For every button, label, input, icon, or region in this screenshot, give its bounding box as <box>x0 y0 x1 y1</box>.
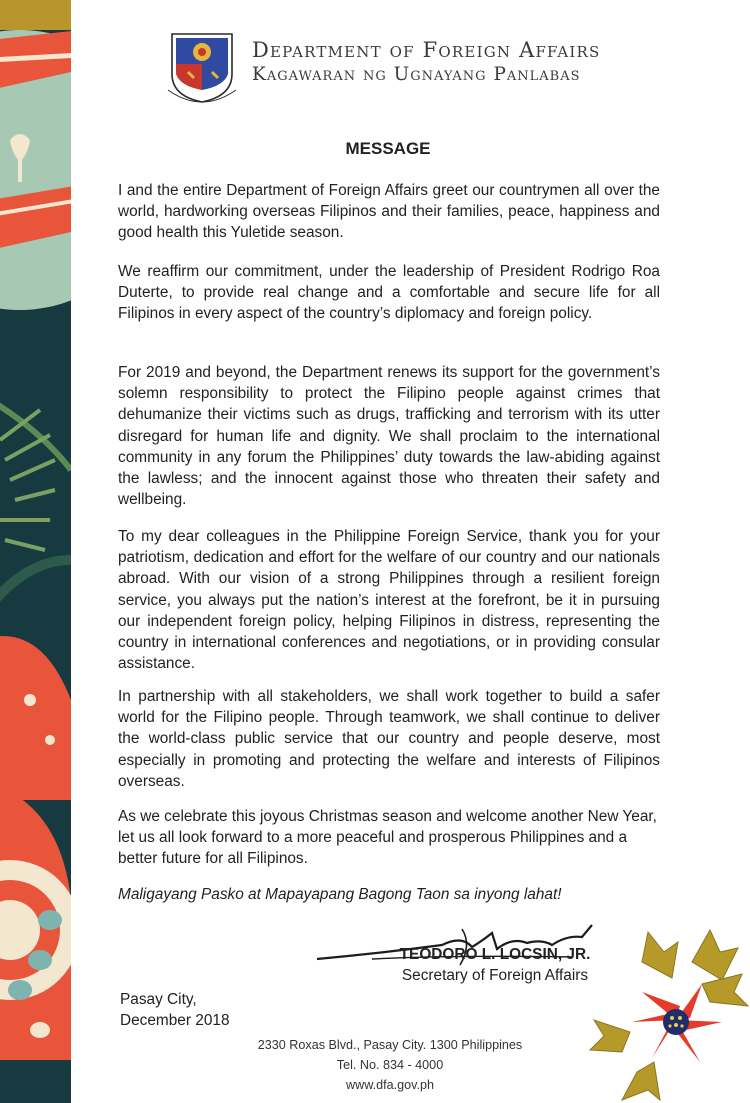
message-paragraph: We reaffirm our commitment, under the leadership of President Rodrigo Roa Duterte, to provide real change and a comfortable and secure life for all Filipinos in every aspect of the country’s diplomacy and foreign policy. <box>118 263 660 323</box>
place-city: Pasay City, <box>120 991 197 1008</box>
footer <box>200 1035 580 1095</box>
handwritten-signature <box>312 915 612 975</box>
message-paragraph: I and the entire Department of Foreign Affairs greet our countrymen all over the world, hardworking overseas Filipinos and their families, peace, happiness and good health this Yuletide season. <box>118 182 660 242</box>
department-subtitle: Kagawaran ng Ugnayang Panlabas <box>252 64 581 85</box>
ornament-cap <box>0 0 71 30</box>
poinsettia-decoration <box>582 922 750 1103</box>
signatory-title: Secretary of Foreign Affairs <box>401 967 589 984</box>
letter-date: December 2018 <box>120 1012 230 1029</box>
dfa-seal-logo <box>166 30 238 106</box>
footer-phone: Tel. No. 834 - 4000 <box>336 1058 444 1072</box>
signatory-name: TEODORO L. LOCSIN, JR. <box>399 946 591 963</box>
closing-greeting: Maligayang Pasko at Mapayapang Bagong Taon sa inyong lahat! <box>118 886 562 903</box>
message-heading: MESSAGE <box>345 139 431 158</box>
place-and-date <box>120 989 230 1031</box>
message-paragraph: As we celebrate this joyous Christmas season and welcome another New Year, let us all look forward to a more peaceful and prosperous Philippines and a better future for all Filipinos. <box>118 808 657 868</box>
message-paragraph: To my dear colleagues in the Philippine Foreign Service, thank you for your patriotism, dedication and effort for the welfare of our country and our nationals abroad. With our vision of a strong Philippines through a resilient foreign service, you always put the nation’s interest at the forefront, be it in pursuing our independent foreign policy, helping Filipinos in distress, representing the country in international conferences and negotiations, or in providing consular assistance. <box>118 528 660 673</box>
message-paragraph: In partnership with all stakeholders, we shall work together to build a safer world for the Filipino people. Through teamwork, we shall continue to deliver the world-class public service that our country and people deserve, most especially in promoting and protecting the welfare and interests of Filipinos overseas. <box>118 688 660 790</box>
footer-website: www.dfa.gov.ph <box>346 1078 434 1092</box>
footer-address: 2330 Roxas Blvd., Pasay City. 1300 Philippines <box>257 1038 523 1052</box>
decorative-border <box>0 0 71 1103</box>
department-title: Department of Foreign Affairs <box>252 38 601 62</box>
message-paragraph: For 2019 and beyond, the Department renews its support for the government’s solemn responsibility to protect the Filipino people against crimes that dehumanize their victims such as drugs, trafficking and terrorism with its utter disregard for human life and dignity. We shall proclaim to the international community in any forum the Philippines’ duty towards the law-abiding against the lawless; and the innocent against those who threaten their safety and wellbeing. <box>118 364 660 509</box>
